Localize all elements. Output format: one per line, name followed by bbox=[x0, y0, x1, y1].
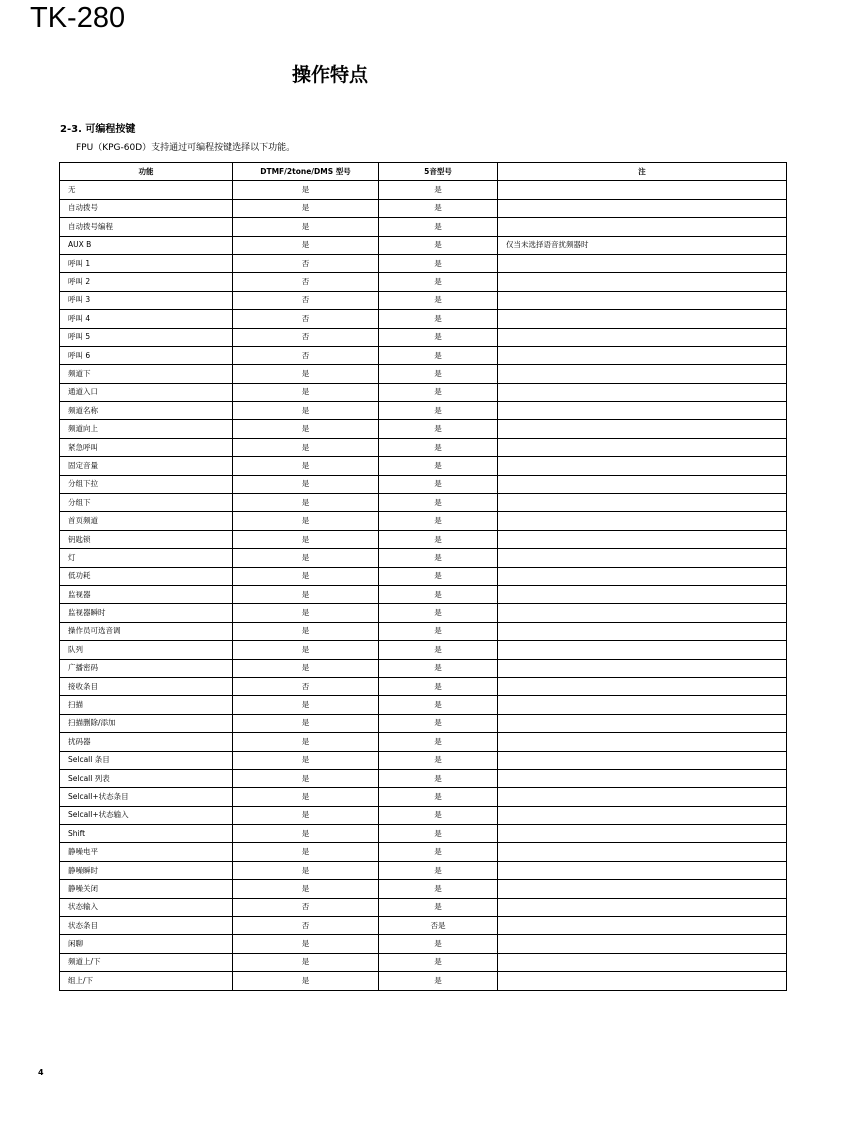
cell-function: 低功耗 bbox=[60, 567, 233, 585]
cell-function: 操作员可选音调 bbox=[60, 622, 233, 640]
cell-dtmf-model: 是 bbox=[233, 825, 379, 843]
cell-dtmf-model: 是 bbox=[233, 861, 379, 879]
table-row bbox=[60, 788, 787, 806]
cell-function: 频道下 bbox=[60, 365, 233, 383]
cell-dtmf-model: 否 bbox=[233, 898, 379, 916]
cell-5tone-model: 是 bbox=[379, 861, 498, 879]
table-row bbox=[60, 769, 787, 787]
cell-dtmf-model: 是 bbox=[233, 769, 379, 787]
cell-notes bbox=[498, 199, 787, 217]
cell-notes bbox=[498, 622, 787, 640]
table-header bbox=[60, 163, 787, 181]
table-row bbox=[60, 402, 787, 420]
cell-notes bbox=[498, 310, 787, 328]
cell-dtmf-model: 是 bbox=[233, 494, 379, 512]
cell-function: 呼叫 5 bbox=[60, 328, 233, 346]
cell-function: 自动拨号编程 bbox=[60, 218, 233, 236]
cell-5tone-model: 是 bbox=[379, 769, 498, 787]
cell-notes bbox=[498, 751, 787, 769]
table-row bbox=[60, 291, 787, 309]
cell-dtmf-model: 是 bbox=[233, 512, 379, 530]
table-row bbox=[60, 935, 787, 953]
cell-dtmf-model: 是 bbox=[233, 935, 379, 953]
table-row bbox=[60, 346, 787, 364]
cell-5tone-model: 是 bbox=[379, 677, 498, 695]
cell-notes bbox=[498, 346, 787, 364]
table-row bbox=[60, 512, 787, 530]
cell-dtmf-model: 是 bbox=[233, 659, 379, 677]
cell-function: Selcall 条目 bbox=[60, 751, 233, 769]
cell-function: 组上/下 bbox=[60, 972, 233, 990]
cell-function: 呼叫 1 bbox=[60, 254, 233, 272]
table-row bbox=[60, 420, 787, 438]
table-row bbox=[60, 273, 787, 291]
cell-5tone-model: 是 bbox=[379, 806, 498, 824]
header-function: 功能 bbox=[60, 163, 233, 181]
cell-function: Selcall+状态条目 bbox=[60, 788, 233, 806]
cell-dtmf-model: 是 bbox=[233, 475, 379, 493]
cell-function: 灯 bbox=[60, 549, 233, 567]
cell-dtmf-model: 是 bbox=[233, 806, 379, 824]
table-row bbox=[60, 549, 787, 567]
cell-5tone-model: 是 bbox=[379, 604, 498, 622]
table-row bbox=[60, 310, 787, 328]
cell-dtmf-model: 是 bbox=[233, 880, 379, 898]
section-intro: FPU（KPG-60D）支持通过可编程按键选择以下功能。 bbox=[76, 143, 296, 153]
cell-5tone-model: 是 bbox=[379, 236, 498, 254]
cell-notes bbox=[498, 549, 787, 567]
cell-notes bbox=[498, 677, 787, 695]
cell-5tone-model: 是 bbox=[379, 641, 498, 659]
table-row bbox=[60, 953, 787, 971]
cell-dtmf-model: 是 bbox=[233, 604, 379, 622]
cell-5tone-model: 是 bbox=[379, 273, 498, 291]
table-row bbox=[60, 383, 787, 401]
cell-notes bbox=[498, 806, 787, 824]
cell-dtmf-model: 否 bbox=[233, 917, 379, 935]
cell-5tone-model: 是 bbox=[379, 291, 498, 309]
cell-function: 呼叫 6 bbox=[60, 346, 233, 364]
cell-function: 广播密码 bbox=[60, 659, 233, 677]
cell-5tone-model: 是 bbox=[379, 898, 498, 916]
cell-function: 静噪电平 bbox=[60, 843, 233, 861]
cell-dtmf-model: 是 bbox=[233, 530, 379, 548]
cell-dtmf-model: 是 bbox=[233, 714, 379, 732]
cell-notes bbox=[498, 769, 787, 787]
table-row bbox=[60, 880, 787, 898]
cell-function: 扫描删除/添加 bbox=[60, 714, 233, 732]
cell-function: 扰码器 bbox=[60, 733, 233, 751]
cell-dtmf-model: 是 bbox=[233, 457, 379, 475]
cell-5tone-model: 是 bbox=[379, 549, 498, 567]
cell-dtmf-model: 是 bbox=[233, 953, 379, 971]
table-row bbox=[60, 604, 787, 622]
cell-dtmf-model: 是 bbox=[233, 181, 379, 199]
cell-dtmf-model: 是 bbox=[233, 567, 379, 585]
cell-function: 通道入口 bbox=[60, 383, 233, 401]
cell-5tone-model: 是 bbox=[379, 880, 498, 898]
cell-notes bbox=[498, 530, 787, 548]
cell-5tone-model: 是 bbox=[379, 346, 498, 364]
table-row bbox=[60, 199, 787, 217]
table-row bbox=[60, 622, 787, 640]
cell-notes bbox=[498, 861, 787, 879]
cell-5tone-model: 是 bbox=[379, 402, 498, 420]
table-row bbox=[60, 475, 787, 493]
cell-5tone-model: 是 bbox=[379, 530, 498, 548]
cell-dtmf-model: 否 bbox=[233, 677, 379, 695]
cell-dtmf-model: 否 bbox=[233, 328, 379, 346]
cell-dtmf-model: 否 bbox=[233, 273, 379, 291]
cell-5tone-model: 是 bbox=[379, 659, 498, 677]
cell-notes bbox=[498, 880, 787, 898]
cell-function: 频道上/下 bbox=[60, 953, 233, 971]
table-row bbox=[60, 567, 787, 585]
cell-function: 呼叫 3 bbox=[60, 291, 233, 309]
table-row bbox=[60, 254, 787, 272]
cell-notes bbox=[498, 218, 787, 236]
table-body bbox=[60, 181, 787, 990]
cell-dtmf-model: 是 bbox=[233, 549, 379, 567]
model-name: TK-280 bbox=[30, 2, 126, 34]
cell-notes bbox=[498, 512, 787, 530]
header-5tone-model: 5音型号 bbox=[379, 163, 498, 181]
header-dtmf-model: DTMF/2tone/DMS 型号 bbox=[233, 163, 379, 181]
cell-notes bbox=[498, 604, 787, 622]
table-row bbox=[60, 917, 787, 935]
cell-5tone-model: 是 bbox=[379, 696, 498, 714]
cell-5tone-model: 是 bbox=[379, 218, 498, 236]
cell-notes bbox=[498, 788, 787, 806]
cell-dtmf-model: 是 bbox=[233, 788, 379, 806]
cell-5tone-model: 是 bbox=[379, 328, 498, 346]
cell-dtmf-model: 是 bbox=[233, 402, 379, 420]
table-row bbox=[60, 861, 787, 879]
cell-dtmf-model: 是 bbox=[233, 622, 379, 640]
cell-notes bbox=[498, 935, 787, 953]
cell-5tone-model: 是 bbox=[379, 365, 498, 383]
cell-dtmf-model: 是 bbox=[233, 843, 379, 861]
table-row bbox=[60, 696, 787, 714]
cell-notes bbox=[498, 402, 787, 420]
cell-function: 闲聊 bbox=[60, 935, 233, 953]
table-row bbox=[60, 898, 787, 916]
table-row bbox=[60, 843, 787, 861]
table-row bbox=[60, 659, 787, 677]
cell-function: 固定音量 bbox=[60, 457, 233, 475]
cell-notes bbox=[498, 457, 787, 475]
table-row bbox=[60, 806, 787, 824]
cell-dtmf-model: 是 bbox=[233, 585, 379, 603]
cell-5tone-model: 是 bbox=[379, 512, 498, 530]
cell-5tone-model: 是 bbox=[379, 199, 498, 217]
cell-function: 紧急呼叫 bbox=[60, 438, 233, 456]
cell-notes bbox=[498, 714, 787, 732]
cell-notes bbox=[498, 733, 787, 751]
cell-5tone-model: 是 bbox=[379, 494, 498, 512]
cell-5tone-model: 是 bbox=[379, 567, 498, 585]
cell-function: 静噪瞬时 bbox=[60, 861, 233, 879]
table-row bbox=[60, 585, 787, 603]
table-row bbox=[60, 457, 787, 475]
cell-dtmf-model: 是 bbox=[233, 199, 379, 217]
cell-5tone-model: 是 bbox=[379, 843, 498, 861]
cell-function: 频道向上 bbox=[60, 420, 233, 438]
cell-5tone-model: 是 bbox=[379, 751, 498, 769]
cell-notes bbox=[498, 365, 787, 383]
cell-function: 接收条目 bbox=[60, 677, 233, 695]
section-heading: 2-3. 可编程按键 bbox=[60, 124, 136, 135]
cell-notes bbox=[498, 641, 787, 659]
table-row bbox=[60, 972, 787, 990]
cell-function: 分组下拉 bbox=[60, 475, 233, 493]
table-row bbox=[60, 733, 787, 751]
cell-dtmf-model: 是 bbox=[233, 218, 379, 236]
cell-5tone-model: 是 bbox=[379, 714, 498, 732]
table-row bbox=[60, 530, 787, 548]
cell-notes bbox=[498, 494, 787, 512]
cell-function: Shift bbox=[60, 825, 233, 843]
cell-dtmf-model: 是 bbox=[233, 383, 379, 401]
table-row bbox=[60, 328, 787, 346]
cell-dtmf-model: 否 bbox=[233, 310, 379, 328]
cell-function: 呼叫 2 bbox=[60, 273, 233, 291]
cell-5tone-model: 是 bbox=[379, 438, 498, 456]
cell-function: 监视器 bbox=[60, 585, 233, 603]
page-title: 操作特点 bbox=[291, 64, 368, 86]
table-row bbox=[60, 825, 787, 843]
cell-5tone-model: 是 bbox=[379, 953, 498, 971]
page-number: 4 bbox=[38, 1068, 44, 1077]
cell-5tone-model: 是 bbox=[379, 254, 498, 272]
cell-notes bbox=[498, 181, 787, 199]
table-row bbox=[60, 181, 787, 199]
cell-dtmf-model: 是 bbox=[233, 438, 379, 456]
cell-notes bbox=[498, 585, 787, 603]
cell-function: 分组下 bbox=[60, 494, 233, 512]
cell-dtmf-model: 是 bbox=[233, 365, 379, 383]
cell-function: 扫描 bbox=[60, 696, 233, 714]
cell-notes bbox=[498, 438, 787, 456]
cell-notes bbox=[498, 972, 787, 990]
cell-5tone-model: 是 bbox=[379, 181, 498, 199]
cell-notes bbox=[498, 328, 787, 346]
table-header-row bbox=[60, 163, 787, 181]
cell-notes bbox=[498, 953, 787, 971]
cell-notes bbox=[498, 696, 787, 714]
table-row bbox=[60, 438, 787, 456]
cell-5tone-model: 是 bbox=[379, 935, 498, 953]
cell-function: AUX B bbox=[60, 236, 233, 254]
cell-dtmf-model: 是 bbox=[233, 236, 379, 254]
cell-5tone-model: 是 bbox=[379, 622, 498, 640]
cell-5tone-model: 否是 bbox=[379, 917, 498, 935]
cell-function: 状态条目 bbox=[60, 917, 233, 935]
cell-5tone-model: 是 bbox=[379, 310, 498, 328]
cell-notes bbox=[498, 475, 787, 493]
cell-notes bbox=[498, 291, 787, 309]
cell-5tone-model: 是 bbox=[379, 733, 498, 751]
table-row bbox=[60, 236, 787, 254]
cell-function: 首页频道 bbox=[60, 512, 233, 530]
cell-function: Selcall 列表 bbox=[60, 769, 233, 787]
cell-function: 呼叫 4 bbox=[60, 310, 233, 328]
programmable-keys-table bbox=[59, 162, 787, 991]
cell-notes bbox=[498, 917, 787, 935]
cell-dtmf-model: 是 bbox=[233, 972, 379, 990]
cell-function: 钥匙锁 bbox=[60, 530, 233, 548]
cell-notes bbox=[498, 420, 787, 438]
cell-5tone-model: 是 bbox=[379, 475, 498, 493]
cell-dtmf-model: 是 bbox=[233, 751, 379, 769]
cell-notes bbox=[498, 383, 787, 401]
header-notes: 注 bbox=[498, 163, 787, 181]
cell-5tone-model: 是 bbox=[379, 383, 498, 401]
cell-function: 无 bbox=[60, 181, 233, 199]
cell-5tone-model: 是 bbox=[379, 825, 498, 843]
cell-function: 状态输入 bbox=[60, 898, 233, 916]
table-row bbox=[60, 494, 787, 512]
cell-dtmf-model: 是 bbox=[233, 420, 379, 438]
cell-5tone-model: 是 bbox=[379, 457, 498, 475]
cell-5tone-model: 是 bbox=[379, 585, 498, 603]
table-row bbox=[60, 365, 787, 383]
cell-function: 频道名称 bbox=[60, 402, 233, 420]
cell-dtmf-model: 否 bbox=[233, 291, 379, 309]
cell-notes bbox=[498, 254, 787, 272]
table-row bbox=[60, 751, 787, 769]
cell-dtmf-model: 是 bbox=[233, 641, 379, 659]
cell-dtmf-model: 否 bbox=[233, 254, 379, 272]
cell-notes bbox=[498, 567, 787, 585]
cell-5tone-model: 是 bbox=[379, 420, 498, 438]
cell-dtmf-model: 是 bbox=[233, 733, 379, 751]
cell-notes bbox=[498, 825, 787, 843]
cell-dtmf-model: 否 bbox=[233, 346, 379, 364]
cell-notes bbox=[498, 273, 787, 291]
cell-function: Selcall+状态输入 bbox=[60, 806, 233, 824]
cell-function: 自动拨号 bbox=[60, 199, 233, 217]
table-row bbox=[60, 677, 787, 695]
cell-5tone-model: 是 bbox=[379, 788, 498, 806]
cell-5tone-model: 是 bbox=[379, 972, 498, 990]
cell-function: 监视器瞬时 bbox=[60, 604, 233, 622]
cell-notes bbox=[498, 843, 787, 861]
table-row bbox=[60, 714, 787, 732]
cell-notes bbox=[498, 898, 787, 916]
cell-notes bbox=[498, 659, 787, 677]
cell-notes: 仅当未选择语音扰频器时 bbox=[498, 236, 787, 254]
table-row bbox=[60, 218, 787, 236]
cell-function: 队列 bbox=[60, 641, 233, 659]
cell-function: 静噪关闭 bbox=[60, 880, 233, 898]
table-row bbox=[60, 641, 787, 659]
cell-dtmf-model: 是 bbox=[233, 696, 379, 714]
